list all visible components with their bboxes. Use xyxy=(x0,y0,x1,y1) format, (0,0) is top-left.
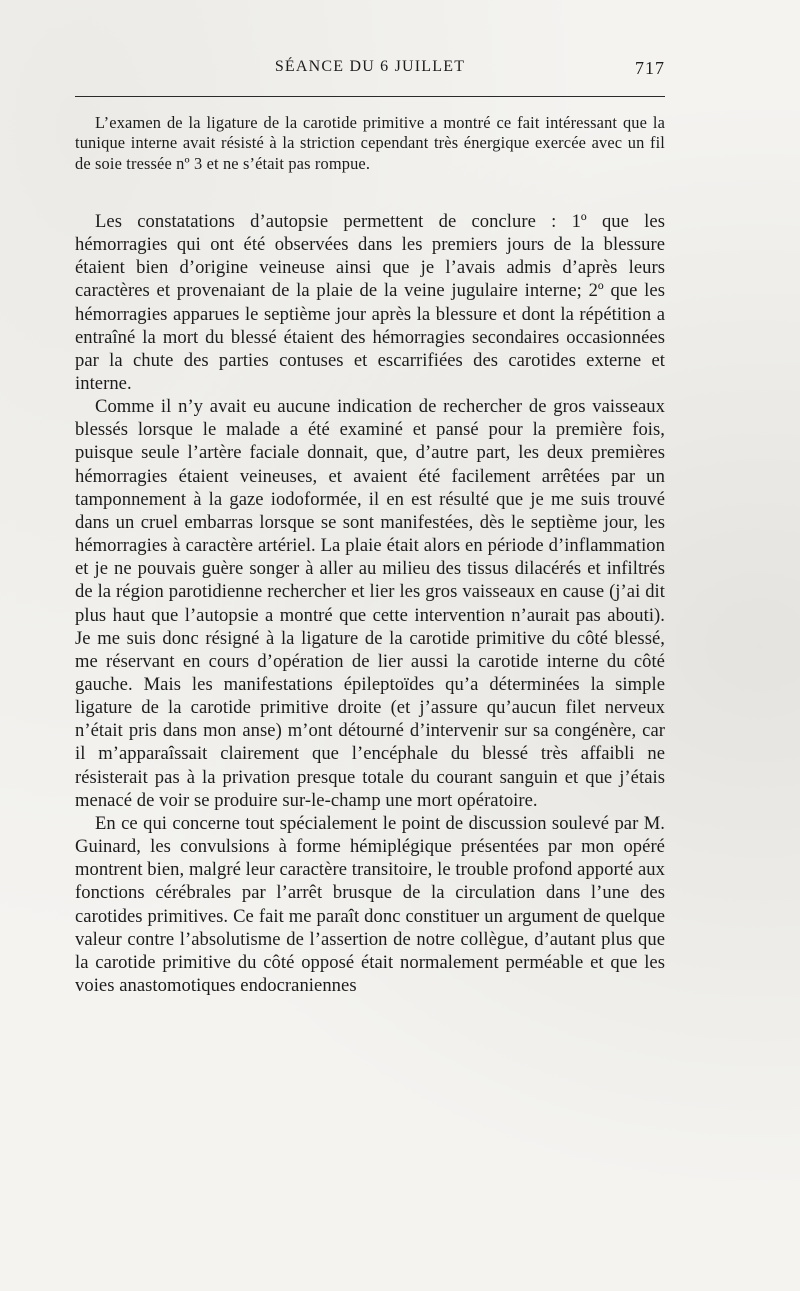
header-rule xyxy=(75,96,665,97)
running-header xyxy=(75,58,665,88)
running-title: SÉANCE DU 6 JUILLET xyxy=(274,58,466,75)
body-text xyxy=(75,113,665,997)
paragraph-clinical-course: Comme il n’y avait eu aucune indication de rechercher de gros vaisseaux blessés lorsque le malade a été examiné et pansé pour la première fois, puisque seule l’artère faciale donnait, que, d’autre part, les deux premières hémorragies étaient veineuses, et avaient été facilement arrêtées par un tamponnement à la gaze iodoformée, il en est résulté que je me suis trouvé dans un cruel embarras lorsque se sont manifestées, dès le septième jour, les hémorragies à caractère artériel. La plaie était alors en période d’inflammation et je ne pouvais guère songer à aller au milieu des tissus dilacérés et infiltrés de la région parotidienne rechercher et lier les gros vaisseaux en cause (j’ai dit plus haut que l’autopsie a montré que cette intervention n’aurait pas abouti). Je me suis donc résigné à la ligature de la carotide primitive du côté blessé, me réservant en cours d’opération de lier aussi la carotide interne du côté gauche. Mais les manifestations épileptoïdes qu’a déterminées la simple ligature de la carotide primitive droite (et j’assure qu’aucun filet nerveux n’était pris dans mon anse) m’ont détourné d’intervenir sur sa congénère, car il m’apparaîssait clairement que l’encéphale du blessé très affaibli ne résisterait pas à la privation presque totale du courant sanguin et que j’étais menacé de voir se produire sur-le-champ une mort opératoire. xyxy=(75,396,665,811)
paragraph-autopsy-findings: Les constatations d’autopsie permettent de conclure : 1º que les hémorragies qui ont été observées dans les premiers jours de la blessure étaient bien d’origine veineuse ainsi que je l’avais admis d’après leurs caractères et provenaiant de la plaie de la veine jugulaire interne; 2º que les hémorragies apparues le septième jour après la blessure et dont la répétition a entraîné la mort du blessé étaient des hémorragies secondaires occasionnées par la chute des parties contuses et escarrifiées des carotides externe et interne. xyxy=(75,210,665,394)
page-number: 717 xyxy=(635,58,665,78)
paragraph-ligature-exam: L’examen de la ligature de la carotide primitive a montré ce fait intéressant que la tunique interne avait résisté à la striction cependant très énergique exercée avec un fil de soie tressée nº 3 et ne s’était pas rompue. xyxy=(75,113,665,173)
paragraph-discussion: En ce qui concerne tout spécialement le point de discussion soulevé par M. Guinard, les convulsions à forme hémiplégique présentées par mon opéré montrent bien, malgré leur caractère transitoire, le trouble profond apporté aux fonctions cérébrales par l’arrêt brusque de la circulation dans l’une des carotides primitives. Ce fait me paraît donc constituer un argument de quelque valeur contre l’absolutisme de l’assertion de notre collègue, d’autant plus que la carotide primitive du côté opposé était normalement perméable et que les voies anastomotiques endocraniennes xyxy=(75,812,665,997)
